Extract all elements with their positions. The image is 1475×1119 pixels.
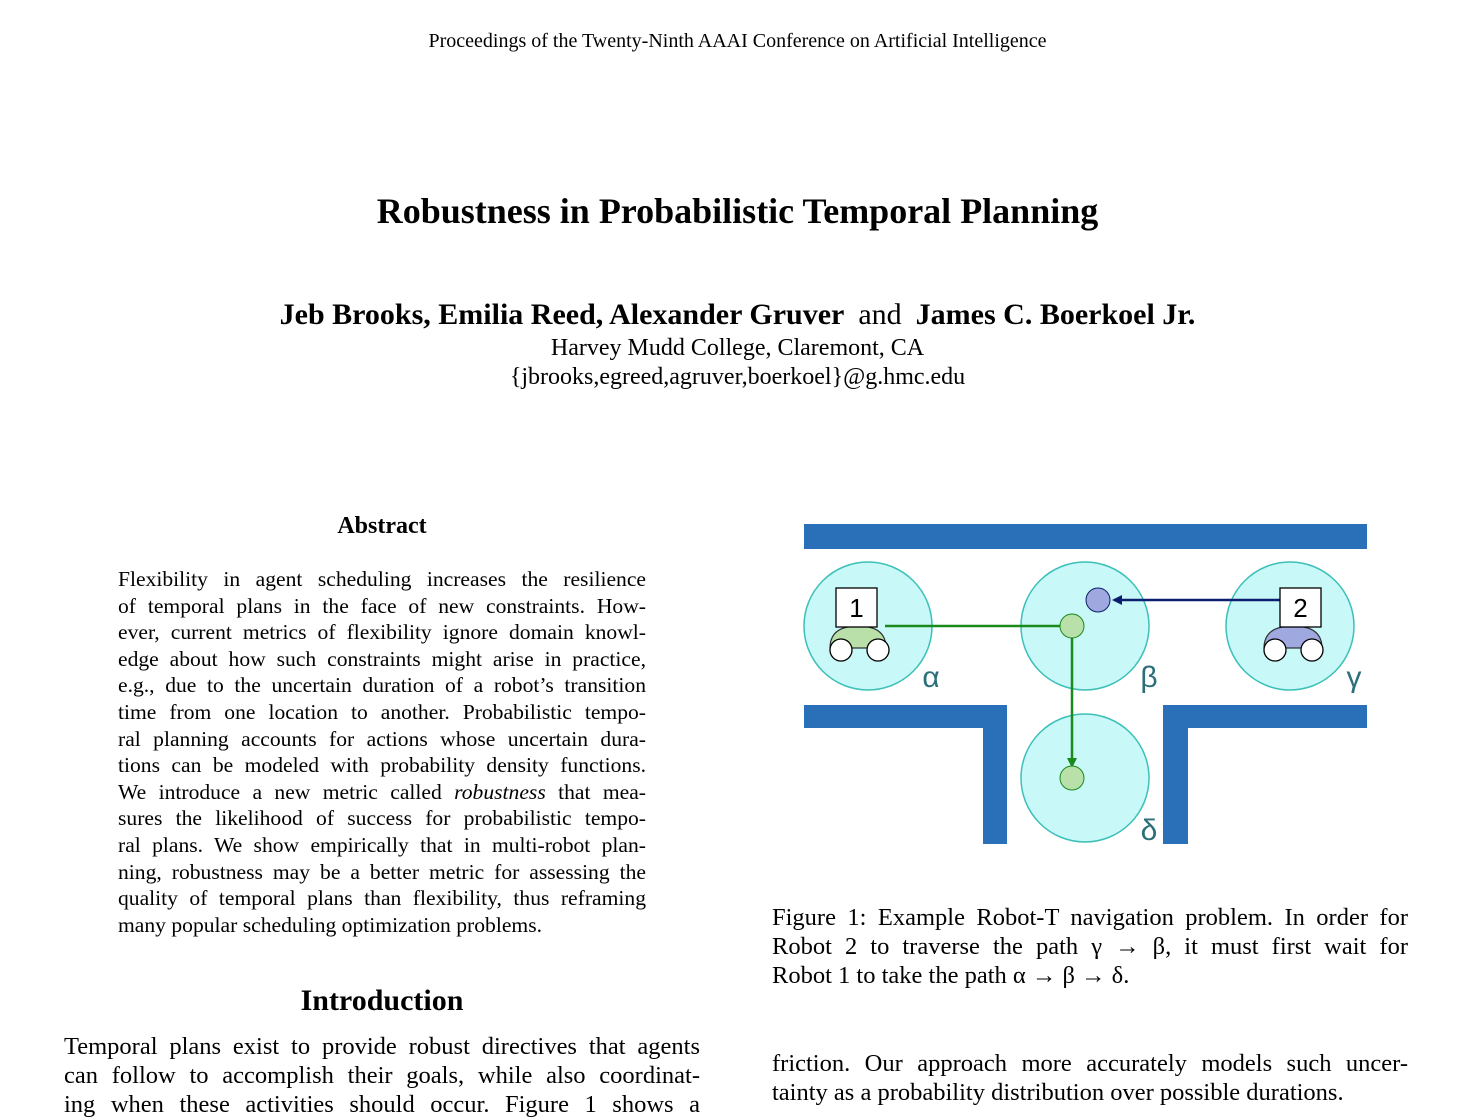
right-wall-horizontal (1163, 705, 1367, 728)
abstract-line: ral plans. We show empirically that in multi-robot plan- (118, 832, 646, 857)
abstract-line: quality of temporal plans than flexibility, thus reframing (118, 886, 646, 911)
caption-line: Figure 1: Example Robot-T navigation problem. In order for (772, 904, 1408, 931)
zone-delta (1021, 714, 1149, 842)
label-delta: δ (1140, 814, 1158, 847)
abstract-line: many popular scheduling optimization problems. (118, 912, 542, 937)
caption-line: Robot 2 to traverse the path γ → β, it must first wait for (772, 933, 1408, 960)
abstract-line: time from one location to another. Probabilistic tempo- (118, 699, 646, 724)
abstract-body (118, 566, 646, 938)
right-column-body (772, 1049, 1408, 1107)
introduction-body (64, 1032, 700, 1119)
affiliation: Harvey Mudd College, Claremont, CA (550, 335, 925, 361)
robot1-goal-delta (1060, 766, 1084, 790)
label-gamma: γ (1346, 661, 1362, 694)
abstract-line: ral planning accounts for actions whose uncertain dura- (118, 726, 646, 751)
right-wall-vertical (1163, 705, 1188, 844)
abstract-line: tions can be modeled with probability density functions. (118, 753, 646, 778)
abstract-line: of temporal plans in the face of new constraints. How- (118, 593, 646, 618)
label-alpha: α (922, 661, 940, 694)
abstract-text: We introduce a new metric called (118, 779, 442, 804)
authors-last: James C. Boerkoel Jr. (915, 298, 1196, 331)
intro-line: Temporal plans exist to provide robust directives that agents (64, 1033, 700, 1060)
body-line: tainty as a probability distribution over possible durations. (772, 1079, 1344, 1106)
abstract-line: e.g., due to the uncertain duration of a robot’s transition (118, 673, 646, 698)
abstract-line: sures the likelihood of success for probabilistic tempo- (118, 806, 646, 831)
abstract-line: ning, robustness may be a better metric for assessing the (118, 859, 646, 884)
robot2-goal-beta (1086, 588, 1110, 612)
label-beta: β (1140, 661, 1158, 694)
abstract-line: Flexibility in agent scheduling increases the resilience (118, 567, 646, 591)
affiliation-block (0, 334, 1475, 392)
left-wall-vertical (983, 705, 1007, 844)
robot2-number: 2 (1293, 593, 1308, 623)
robot1-waypoint-beta (1060, 614, 1084, 638)
robot-navigation-figure (800, 520, 1370, 850)
abstract-line (118, 779, 646, 806)
body-line: friction. Our approach more accurately models such uncer- (772, 1050, 1408, 1077)
left-wall-horizontal (804, 705, 1007, 728)
caption-line: Robot 1 to take the path α → β → δ. (772, 962, 1130, 989)
top-wall (804, 524, 1367, 549)
abstract-emphasis: robustness (454, 779, 546, 804)
abstract-line: edge about how such constraints might arise in practice, (118, 646, 646, 671)
abstract-line: ever, current metrics of flexibility ignore domain knowl- (118, 620, 646, 645)
figure-caption (772, 903, 1408, 990)
authors-first: Jeb Brooks, Emilia Reed, Alexander Gruver (279, 298, 845, 331)
paper-title: Robustness in Probabilistic Temporal Planning (376, 191, 1099, 231)
author-emails: {jbrooks,egreed,agruver,boerkoel}@g.hmc.edu (509, 364, 966, 390)
abstract-text: that mea- (558, 779, 646, 804)
proceedings-header: Proceedings of the Twenty-Ninth AAAI Conference on Artificial Intelligence (428, 30, 1047, 52)
authors-and: and (858, 298, 902, 331)
intro-line: can follow to accomplish their goals, while also coordinat- (64, 1062, 700, 1089)
robot1-number: 1 (849, 593, 864, 623)
intro-line: ing when these activities should occur. Figure 1 shows a (64, 1091, 700, 1118)
introduction-heading: Introduction (300, 984, 464, 1017)
abstract-heading: Abstract (337, 513, 427, 539)
author-list (0, 298, 1475, 332)
